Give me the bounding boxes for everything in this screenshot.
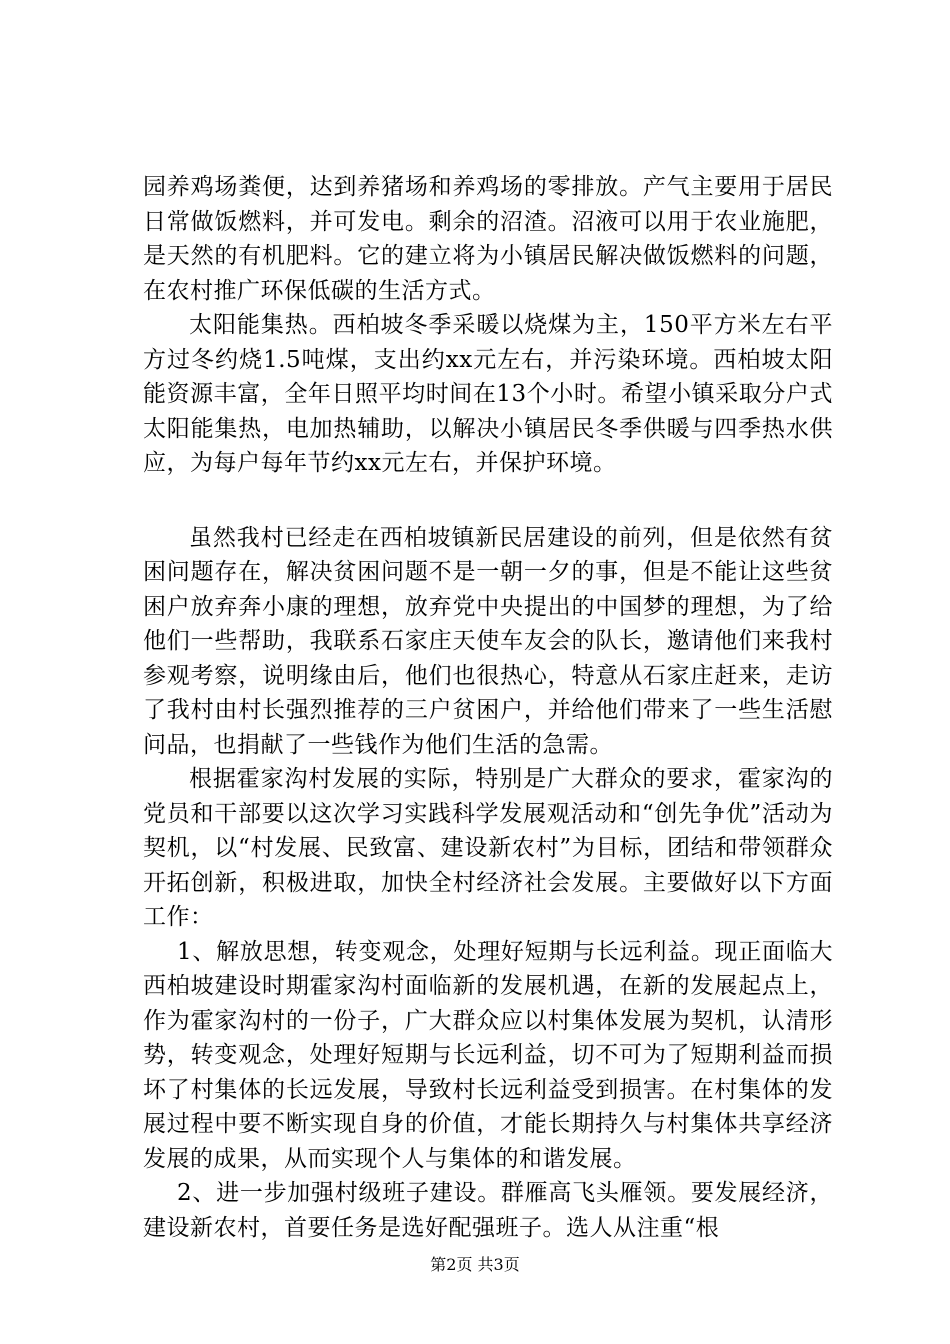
document-body [143, 170, 833, 1245]
paragraph-development-plan: 根据霍家沟村发展的实际，特别是广大群众的要求，霍家沟的党员和干部要以这次学习实践科学发展观活动和“创先争优”活动为契机，以“村发展、民致富、建设新农村”为目标，团结和带领群众开拓创新，积极进取，加快全村经济社会发展。主要做好以下方面工作： [143, 766, 833, 930]
paragraph-item-2: 2、进一步加强村级班子建设。群雁高飞头雁领。要发展经济，建设新农村，首要任务是选好配强班子。选人从注重“根 [143, 1180, 833, 1241]
paragraph-solar-heating: 太阳能集热。西柏坡冬季采暖以烧煤为主，150平方米左右平方过冬约烧1.5吨煤，支出约xx元左右，并污染环境。西柏坡太阳能资源丰富，全年日照平均时间在13个小时。希望小镇采取分户式太阳能集热，电加热辅助，以解决小镇居民冬季供暖与四季热水供应，为每户每年节约xx元左右，并保护环境。 [143, 312, 833, 476]
paragraph-poverty-assistance: 虽然我村已经走在西柏坡镇新民居建设的前列，但是依然有贫困问题存在，解决贫困问题不是一朝一夕的事，但是不能让这些贫困户放弃奔小康的理想，放弃党中央提出的中国梦的理想，为了给他们一些帮助，我联系石家庄天使车友会的队长，邀请他们来我村参观考察，说明缘由后，他们也很热心，特意从石家庄赶来，走访了我村由村长强烈推荐的三户贫困户，并给他们带来了一些生活慰问品，也捐献了一些钱作为他们生活的急需。 [143, 524, 833, 758]
page-footer: 第2页 共3页 [430, 1255, 520, 1274]
paragraph-item-1: 1、解放思想，转变观念，处理好短期与长远利益。现正面临大西柏坡建设时期霍家沟村面临新的发展机遇，在新的发展起点上，作为霍家沟村的一份子，广大群众应以村集体发展为契机，认清形势，转变观念，处理好短期与长远利益，切不可为了短期利益而损坏了村集体的长远发展，导致村长远利益受到损害。在村集体的发展过程中要不断实现自身的价值，才能长期持久与村集体共享经济发展的成果，从而实现个人与集体的和谐发展。 [143, 938, 833, 1172]
paragraph-gap [143, 481, 833, 521]
paragraph-biogas-continued: 园养鸡场粪便，达到养猪场和养鸡场的零排放。产气主要用于居民日常做饭燃料，并可发电。剩余的沼渣。沼液可以用于农业施肥，是天然的有机肥料。它的建立将为小镇居民解决做饭燃料的问题，在农村推广环保低碳的生活方式。 [143, 174, 833, 304]
